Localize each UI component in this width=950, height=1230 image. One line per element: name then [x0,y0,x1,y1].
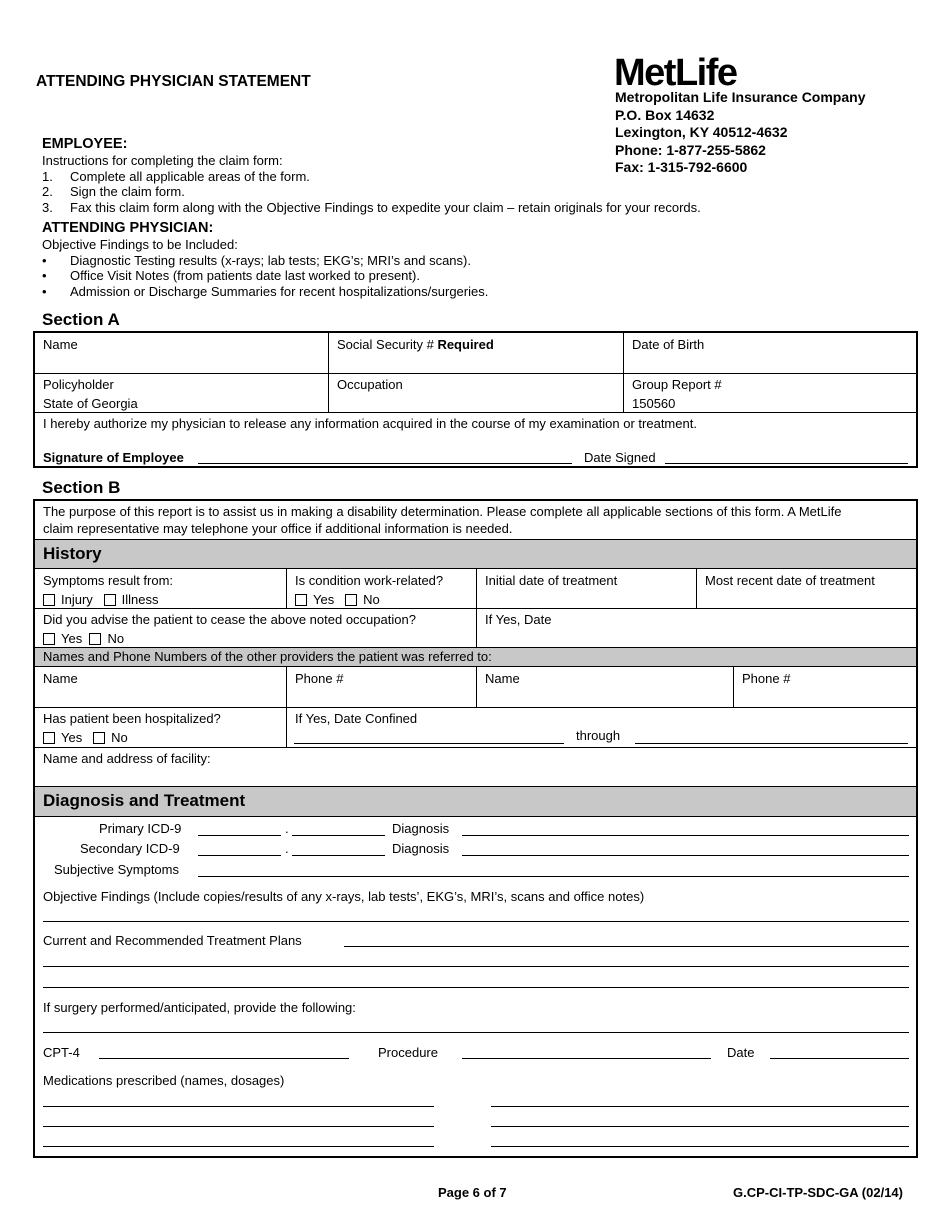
cpt-line[interactable] [99,1058,349,1059]
occupation-field[interactable]: Occupation [337,377,403,392]
policyholder-field: Policyholder State of Georgia [43,377,138,411]
physician-item: • Diagnostic Testing results (x-rays; lab tests; EKG’s; MRI’s and scans). [42,252,471,268]
treatment-plans-line-2[interactable] [43,966,909,967]
group-report-field: Group Report # 150560 [632,377,722,411]
medication-line[interactable] [491,1106,909,1107]
cease-yes-checkbox[interactable] [43,633,55,645]
primary-icd-label: Primary ICD-9 [99,821,182,836]
employee-heading: EMPLOYEE: [42,136,128,152]
secondary-icd-dot: . [285,841,289,856]
objective-findings-label: Objective Findings (Include copies/results of any x-rays, lab tests’, EKG’s, MRI’s, scans and office notes) [43,889,645,904]
dob-field[interactable]: Date of Birth [632,337,705,352]
provider-2-name-field[interactable]: Name [485,671,520,686]
medication-line[interactable] [43,1106,434,1107]
secondary-diagnosis-label: Diagnosis [392,841,450,856]
physician-item: • Admission or Discharge Summaries for recent hospitalizations/surgeries. [42,283,489,299]
cease-no-checkbox[interactable] [89,633,101,645]
surgery-date-label: Date [727,1045,755,1060]
treatment-plans-line-3[interactable] [43,987,909,988]
hospitalized-yes-checkbox[interactable] [43,732,55,744]
secondary-diagnosis-line[interactable] [462,855,909,856]
hospitalized-no-checkbox[interactable] [93,732,105,744]
procedure-line[interactable] [462,1058,711,1059]
secondary-icd-suffix-line[interactable] [292,855,385,856]
employee-intro: Instructions for completing the claim form: [42,153,283,168]
employee-step: 3. Fax this claim form along with the Objective Findings to expedite your claim – retain originals for your records. [42,200,701,216]
cpt-label: CPT-4 [43,1045,80,1060]
medication-line[interactable] [43,1126,434,1127]
primary-diagnosis-label: Diagnosis [392,821,450,836]
metlife-logo: MetLife [614,52,737,94]
subjective-symptoms-label: Subjective Symptoms [54,862,179,877]
providers-label: Names and Phone Numbers of the other providers the patient was referred to: [43,649,492,664]
section-a-heading: Section A [42,310,120,329]
surgery-line[interactable] [43,1032,909,1033]
hospitalized-field: Has patient been hospitalized? Yes No [43,711,221,745]
confined-through-line[interactable] [635,743,908,744]
section-b-heading: Section B [42,478,121,497]
provider-1-name-field[interactable]: Name [43,671,78,686]
phone-number: Phone: 1-877-255-5862 [615,141,766,158]
po-box: P.O. Box 14632 [615,106,715,123]
medications-label: Medications prescribed (names, dosages) [43,1073,285,1088]
date-signed-label: Date Signed [584,450,656,465]
signature-line[interactable] [198,463,572,464]
medication-line[interactable] [491,1146,909,1147]
work-related-field: Is condition work-related? Yes No [295,573,444,607]
physician-item: • Office Visit Notes (from patients date last worked to present). [42,268,420,284]
city-state-zip: Lexington, KY 40512-4632 [615,124,788,140]
procedure-label: Procedure [378,1045,438,1060]
instructions [42,135,902,300]
employee-step: 1. Complete all applicable areas of the form. [42,168,310,184]
date-signed-line[interactable] [665,463,908,464]
secondary-icd-code-line[interactable] [198,855,281,856]
treatment-plans-line-1[interactable] [344,946,909,947]
work-related-no-checkbox[interactable] [345,594,357,606]
purpose-text: The purpose of this report is to assist us in making a disability determination. Please complete all applicable sections of this form. A MetLife claim representative may telephone your office if additional information is needed. [43,504,842,536]
primary-diagnosis-line[interactable] [462,835,909,836]
employee-step: 2. Sign the claim form. [42,184,185,200]
recent-treatment-date-field[interactable]: Most recent date of treatment [705,573,875,588]
physician-heading: ATTENDING PHYSICIAN: [42,219,214,236]
work-related-yes-checkbox[interactable] [295,594,307,606]
objective-findings-line[interactable] [43,921,909,922]
through-label: through [576,728,621,743]
fax-number: Fax: 1-315-792-6600 [615,159,748,175]
section-a-box [33,331,918,468]
illness-checkbox[interactable] [104,594,116,606]
ssn-field[interactable]: Social Security # Required [337,337,494,352]
symptoms-field: Symptoms result from: Injury Illness [43,573,174,607]
diagnosis-heading: Diagnosis and Treatment [35,786,916,817]
cease-date-field[interactable]: If Yes, Date [485,612,552,627]
confined-from-line[interactable] [294,743,564,744]
subjective-symptoms-line[interactable] [198,876,909,877]
secondary-icd-label: Secondary ICD-9 [80,841,180,856]
signature-label: Signature of Employee [43,450,184,465]
initial-treatment-date-field[interactable]: Initial date of treatment [485,573,618,588]
provider-2-phone-field[interactable]: Phone # [742,671,791,686]
authorization-text: I hereby authorize my physician to release any information acquired in the course of my examination or treatment. [43,416,697,431]
surgery-label: If surgery performed/anticipated, provide the following: [43,1000,356,1015]
history-heading: History [35,539,916,569]
company-name: Metropolitan Life Insurance Company [615,89,866,105]
page-number: Page 6 of 7 [438,1185,507,1200]
form-code: G.CP-CI-TP-SDC-GA (02/14) [733,1185,903,1200]
treatment-plans-label: Current and Recommended Treatment Plans [43,933,302,948]
provider-1-phone-field[interactable]: Phone # [295,671,344,686]
medication-line[interactable] [491,1126,909,1127]
section-b-box [33,499,918,1158]
facility-field[interactable]: Name and address of facility: [43,751,211,766]
primary-icd-dot: . [285,821,289,836]
date-confined-label: If Yes, Date Confined [295,711,418,726]
cease-occupation-field: Did you advise the patient to cease the above noted occupation? Yes No [43,612,416,646]
physician-intro: Objective Findings to be Included: [42,236,238,252]
injury-checkbox[interactable] [43,594,55,606]
surgery-date-line[interactable] [770,1058,909,1059]
providers-band [35,647,916,667]
employee-name-field[interactable]: Name [43,337,78,352]
page-title: ATTENDING PHYSICIAN STATEMENT [36,73,311,90]
medication-line[interactable] [43,1146,434,1147]
primary-icd-suffix-line[interactable] [292,835,385,836]
physician-items [42,253,902,300]
employee-steps [42,169,902,216]
primary-icd-code-line[interactable] [198,835,281,836]
